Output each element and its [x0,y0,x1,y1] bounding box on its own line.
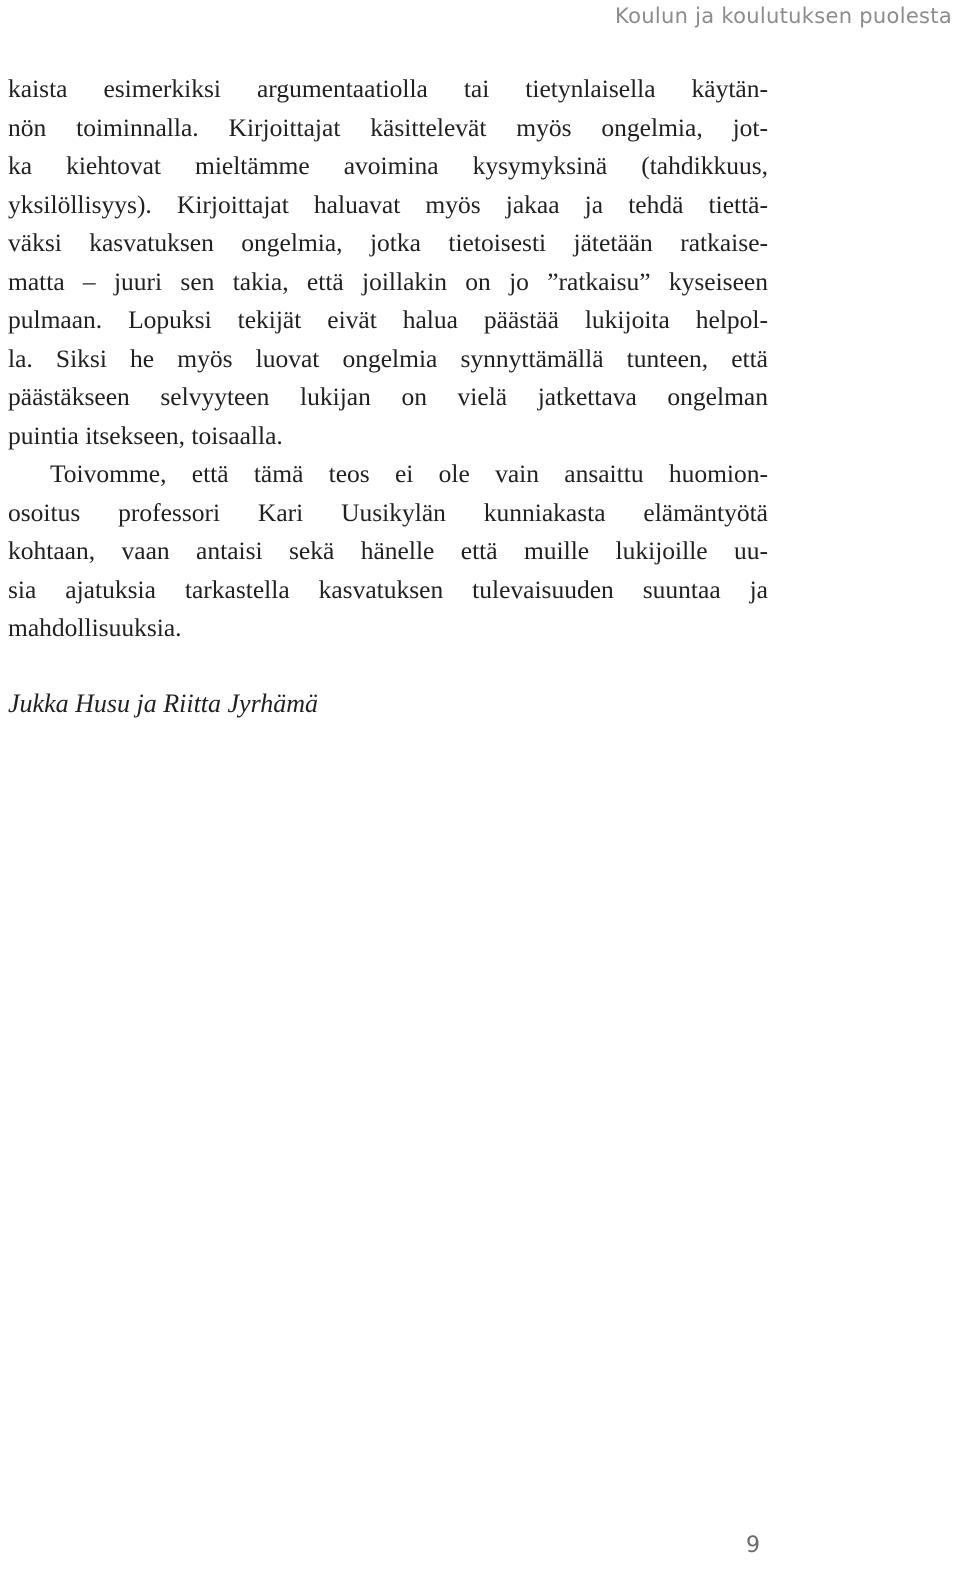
text-line: kaista esimerkiksi argumentaatiolla tai tietynlaisella käytän- [8,74,768,103]
text-line: matta – juuri sen takia, että joillakin on jo ”ratkaisu” kyseiseen [8,266,768,296]
text-line: päästäkseen selvyyteen lukijan on vielä jatkettava ongelman [8,382,768,411]
text-line: mahdollisuuksia. [8,613,182,642]
text-line: sia ajatuksia tarkastella kasvatuksen tulevaisuuden suuntaa ja [8,574,768,604]
text-line: nön toiminnalla. Kirjoittajat käsittelevät myös ongelmia, jot- [8,112,768,142]
text-line: yksilöllisyys). Kirjoittajat haluavat myös jakaa ja tehdä tiettä- [8,189,768,219]
text-line: väksi kasvatuksen ongelmia, jotka tietoisesti jätetään ratkaise- [8,228,768,257]
signature: Jukka Husu ja Riitta Jyrhämä [8,689,319,718]
text-line: pulmaan. Lopuksi tekijät eivät halua päästää lukijoita helpol- [8,305,768,334]
body-text [8,70,768,648]
running-head: Koulun ja koulutuksen puolesta [615,4,952,28]
text-line: kohtaan, vaan antaisi sekä hänelle että muille lukijoille uu- [8,536,768,565]
text-line: puintia itsekseen, toisaalla. [8,420,283,450]
paragraph-2 [8,455,768,648]
paragraph-1 [8,70,768,455]
text-line: Toivomme, että tämä teos ei ole vain ansaittu huomion- [50,459,768,488]
text-line: la. Siksi he myös luovat ongelmia synnyttämällä tunteen, että [8,343,768,373]
text-line: osoitus professori Kari Uusikylän kunniakasta elämäntyötä [8,497,768,527]
text-line: ka kiehtovat mieltämme avoimina kysymyksinä (tahdikkuus, [8,151,768,180]
page-number: 9 [746,1533,760,1558]
